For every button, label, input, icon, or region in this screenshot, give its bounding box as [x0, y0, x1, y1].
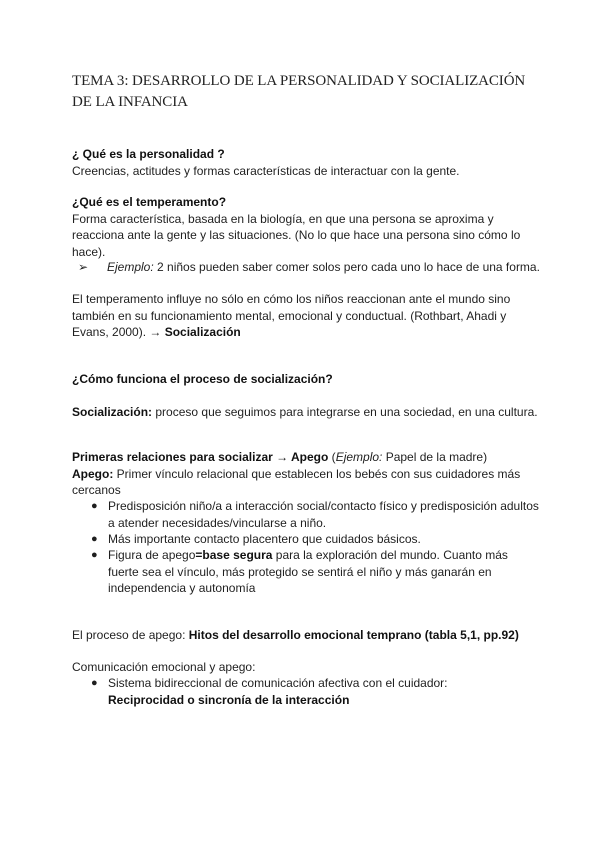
apego-section — [72, 449, 540, 499]
personalidad-answer: Creencias, actitudes y formas características de interactuar con la gente. — [72, 163, 460, 178]
apego-bullet-3-pre: Figura de apego — [108, 548, 196, 562]
list-item — [91, 531, 540, 548]
temperamento-question: ¿Qué es el temperamento? — [72, 195, 227, 209]
proceso-apego-line — [72, 627, 540, 644]
comunicacion-bold-line: Reciprocidad o sincronía de la interacción — [108, 692, 350, 707]
temperamento-paragraph-text: El temperamento influye no sólo en cómo los niños reaccionan ante el mundo sino también en su funcionamiento mental, emocional y conductual. (Rothbart, Ahadi y Evans, 2000). → — [72, 292, 511, 339]
temperamento-answer: Forma característica, basada en la biología, en que una persona se aproxima y reacciona ante la gente y las situaciones. (No lo que hace una persona sino cómo lo hace). — [72, 211, 521, 259]
bullet-dot-icon: ● — [91, 677, 98, 689]
list-item — [91, 498, 540, 531]
apego-bullet-3-post: para la exploración del mundo. Cuanto más fuerte sea el vínculo, más protegido se sentirá el niño y más ganarán en independencia y autonomía — [108, 548, 508, 595]
bullet-dot-icon: ● — [91, 500, 98, 512]
bullet-dot-icon: ● — [91, 549, 98, 561]
page-title-line-1: TEMA 3: DESARROLLO DE LA PERSONALIDAD Y SOCIALIZACIÓN — [72, 73, 526, 89]
personalidad-section — [72, 146, 540, 179]
socializacion-term: Socialización: — [72, 405, 153, 419]
apego-example-text: Papel de la madre) — [382, 450, 488, 464]
socializacion-heading: ¿Cómo funciona el proceso de socialización? — [72, 372, 333, 386]
proceso-apego-bold: Hitos del desarrollo emocional temprano (tabla 5,1, pp.92) — [188, 628, 519, 642]
example-text: 2 niños pueden saber comer solos pero cada uno lo hace de una forma. — [153, 260, 540, 274]
personalidad-question: ¿ Qué es la personalidad ? — [72, 147, 225, 161]
list-item — [91, 675, 540, 708]
apego-heading-paren: ( — [328, 450, 336, 464]
temperamento-section — [72, 194, 540, 260]
comunicacion-bullet: Sistema bidireccional de comunicación afectiva con el cuidador: — [108, 676, 448, 690]
page-title-line-2: DE LA INFANCIA — [72, 94, 188, 110]
apego-bullet-1: Predisposición niño/a a interacción social/contacto físico y predisposición adultos a atender necesidades/vincularse a niño. — [108, 499, 539, 530]
apego-term: Apego: — [72, 466, 114, 481]
socializacion-definition — [72, 404, 540, 421]
temperamento-paragraph — [72, 291, 540, 341]
list-item — [91, 547, 540, 597]
page-title — [72, 71, 540, 113]
apego-definition: Primer vínculo relacional que establecen los bebés con sus cuidadores más cercanos — [72, 466, 521, 497]
apego-bullet-3-bold: =base segura — [195, 548, 273, 562]
arrow-bullet-icon: ➢ — [78, 260, 89, 274]
socializacion-link-text: Socialización — [164, 325, 241, 339]
apego-heading: Primeras relaciones para socializar → Apego — [72, 450, 329, 464]
proceso-apego-label: El proceso de apego: — [72, 628, 189, 642]
example-label: Ejemplo: — [107, 260, 154, 274]
apego-bullet-2: Más importante contacto placentero que cuidados básicos. — [108, 532, 421, 546]
apego-heading-line — [72, 449, 540, 466]
apego-example-label: Ejemplo: — [335, 450, 383, 464]
socializacion-definition-text: proceso que seguimos para integrarse en una sociedad, en una cultura. — [152, 405, 538, 419]
socializacion-heading-wrap — [72, 371, 540, 388]
temperamento-example — [78, 259, 540, 276]
apego-definition-line — [72, 466, 540, 499]
bullet-dot-icon: ● — [91, 533, 98, 545]
comunicacion-heading: Comunicación emocional y apego: — [72, 660, 256, 674]
